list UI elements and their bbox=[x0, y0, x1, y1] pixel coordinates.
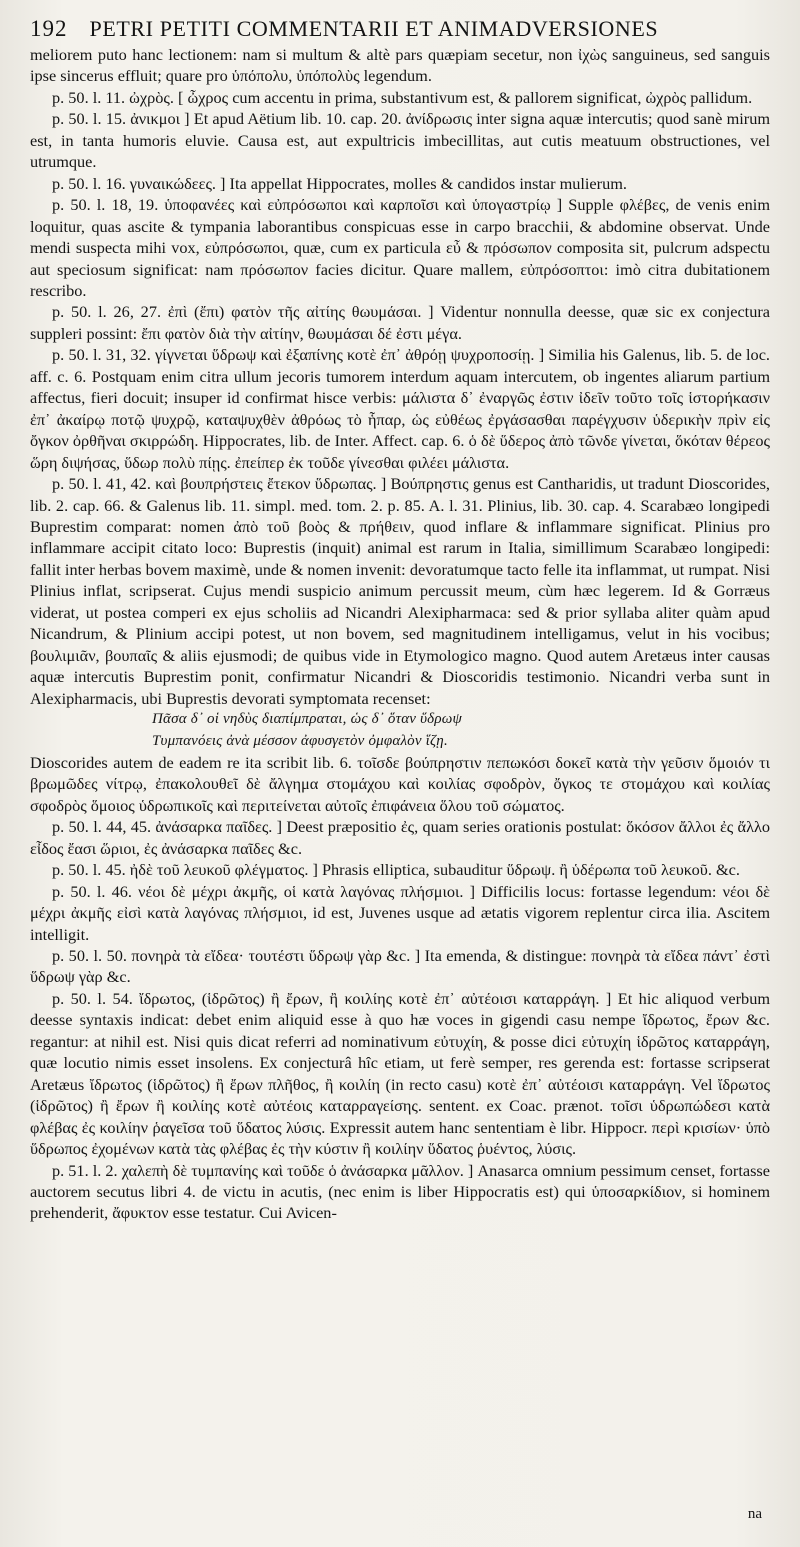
paragraph: p. 50. l. 15. ἀνικμοι ] Et apud Aëtium lib. 10. cap. 20. ἀνίδρωσις inter signa aquæ intercutis; quod sanè mirum est, in tanta humoris eluvie. Causa est, aut expultricis imbecillitas, aut cutis meatuum obstructiones, vel utrumque. bbox=[30, 109, 770, 172]
paragraph: p. 50. l. 31, 32. γίγνεται ὕδρωψ καὶ ἐξαπίνης κοτὲ ἐπ᾽ ἀθρόῃ ψυχροποσίῃ. ] Similia his Galenus, lib. 5. de loc. aff. c. 6. Postquam enim citra ullum jecoris tumorem interdum aquam intercutem, ob ingentes aliarum partium affectus, fieri docuit; insuper id confirmat hisce verbis: μάλιστα δ᾽ ἐναργῶς ἐστιν ἰδεῖν τοῦτο τοῖς ἱστορήκασιν ἐπ᾽ ἀκαίρῳ ποτῷ ψυχρῷ, καταψυχθὲν ἀθρόως τὸ ἧπαρ, ὡς εὐθέως ἐργάσασθαι παρέγχυσιν ὑδερικὴν πρὶν εἰς ὄγκον ὀρθῆναι σκιρρώδη. Hippocrates, lib. de Inter. Affect. cap. 6. ὁ δὲ ὕδερος ἀπὸ τῶνδε γίνεται, ὅκόταν θέρεος ὥρη διψήσας, ὕδωρ πολὺ πίῃς. ἐπείπερ ἐκ τοῦδε γίνεσθαι φιλέει μάλιστα. bbox=[30, 345, 770, 472]
page-number: 192 bbox=[30, 16, 68, 41]
paragraph: p. 50. l. 50. πονηρὰ τὰ εἴδεα· τουτέστι ὕδρωψ γὰρ &c. ] Ita emenda, & distingue: πονηρὰ τὰ εἴδεα πάντ᾽ ἐστὶ ὕδρωψ γὰρ &c. bbox=[30, 946, 770, 987]
catchword: na bbox=[747, 1506, 762, 1522]
paragraph: p. 50. l. 44, 45. ἀνάσαρκα παῖδες. ] Deest præpositio ἐς, quam series orationis postulat: ὅκόσον ἄλλοι ἐς ἄλλο εἶδος ἔασι ὥριοι, ἐς ἀνάσαρκα παῖδες &c. bbox=[30, 817, 770, 858]
paragraph: p. 51. l. 2. χαλεπὴ δὲ τυμπανίης καὶ τοῦδε ὁ ἀνάσαρκα μᾶλλον. ] Anasarca omnium pessimum censet, fortasse auctorem secutus libri 4. de victu in acutis, (nec enim is liber Hippocratis est) qui ὑποσαρκίδιον, si hominem prehenderit, ἄφυκτον esse testatur. Cui Avicen- bbox=[30, 1160, 770, 1223]
commentary-body bbox=[30, 44, 770, 1224]
paragraph: Dioscorides autem de eadem re ita scribit lib. 6. τοῖσδε βούπρηστιν πεπωκόσι δοκεῖ κατὰ τὴν γεῦσιν ὅμοιόν τι βρωμῶδες νίτρῳ, ἐπακολουθεῖ δὲ ἄλγημα στομάχου καὶ κοιλίας σφοδρὸν, ὄγκος τε στομάχου καὶ κοιλίας σφοδρὸς ὅμοιος ὑδρωπικοῖς καὶ περιτείνεται αὐτοῖς ἐπιφάνεια ὅλου τοῦ σώματος. bbox=[30, 752, 770, 815]
paragraph: meliorem puto hanc lectionem: nam si multum & altè pars quæpiam secetur, non ἰχὼς sanguineus, sed sanguis ipse sincerus effluit; quare pro ὑπόπολυ, ὑπόπολὺς legendum. bbox=[30, 45, 770, 86]
verse-line: Τυμπανόεις ἀνὰ μέσσον ἀφυσγετὸν ὀμφαλὸν ἵζῃ. bbox=[152, 732, 448, 749]
paragraph: p. 50. l. 18, 19. ὑποφανέες καὶ εὐπρόσωποι καὶ καρποῖσι καὶ ὑπογαστρίῳ ] Supple φλέβες, de venis enim loquitur, quas ascite & tympania laborantibus conspicuas esse in carpo bracchii, & abdomine observat. Unde mendi suspecta mihi vox, εὐπρόσωποι, quæ, cum ex particula εὖ & πρόσωπον composita sit, pulcrum adspectu aut speciosum significat: nam πρόσωπον facies dicitur. Quare mallem, εὐπρόσοπτοι: imò citra dubitationem rescribo. bbox=[30, 195, 770, 300]
running-title: PETRI PETITI COMMENTARII ET ANIMADVERSIONES bbox=[89, 16, 659, 41]
paragraph: p. 50. l. 16. γυναικώδεες. ] Ita appellat Hippocrates, molles & candidos instar mulierum. bbox=[52, 173, 627, 193]
paragraph: p. 50. l. 46. νέοι δὲ μέχρι ἀκμῆς, οἱ κατὰ λαγόνας πλήσμιοι. ] Difficilis locus: fortasse legendum: νέοι δὲ μέχρι ἀκμῆς εἰσὶ κατὰ λαγόνας πλήσμιοι, id est, Juvenes usque ad ætatis vigorem replentur circa ilia. Ascitem intelligit. bbox=[30, 881, 770, 944]
paragraph: p. 50. l. 11. ὠχρὸς. [ ὦχρος cum accentu in prima, substantivum est, & pallorem significat, ὠχρὸς pallidum. bbox=[52, 87, 753, 107]
paragraph: p. 50. l. 54. ἴδρωτος, (ἱδρῶτος) ἢ ἔρων, ἢ κοιλίης κοτὲ ἐπ᾽ αὐτέοισι καταρράγη. ] Et hic aliquod verbum deesse syntaxis indicat: debet enim aliquid esse à quo hæ voces in gigendi casu nempe ἴδρωτος, ἔρων &c. regantur: at nihil est. Nisi quis dicat referri ad nominativum εὐτυχίη, & posse dici εὐτυχίη ἱδρῶτος καταρράγη, quæ locutio nimis esset insolens. Ex conjecturâ hîc etiam, ut ferè semper, res gerenda est: fortasse scripserat Aretæus ἴδρωτος (ἱδρῶτος) ἢ ἔρων πλῆθος, ἢ κοιλίη (in recto casu) κοτὲ ἐπ᾽ αὐτέοισι καταρράγη. Vel ἴδρωτος (ἱδρῶτος) ἢ ἔρων ἢ κοιλίης κοτὲ αὐτέοις καταρραγείσης. sentent. ex Coac. prænot. τοῖσι ὑδρωπώδεσι κατὰ φλέβας ἐς κοιλίην ῥαγεῖσα τοῦ ὕδατος λύσις. Expressit autem hanc sententiam è libr. Hippocr. περὶ κρισίων· ὑπὸ ὕδρωπος ἐχομένων κατὰ τὰς φλέβας ἐς τὴν κύστιν ἢ κοιλίην ὕδατος ῥυέντος, λύσις. bbox=[30, 988, 770, 1159]
page-header bbox=[30, 16, 770, 42]
paragraph: p. 50. l. 26, 27. ἐπὶ (ἔπι) φατὸν τῆς αἰτίης θωυμάσαι. ] Videntur nonnulla deesse, quæ sic ex conjectura suppleri possint: ἔπι φατὸν διὰ τὴν αἰτίην, θωυμάσαι δέ ἐστι μέγα. bbox=[30, 302, 770, 343]
paragraph: p. 50. l. 41, 42. καὶ βουπρήστεις ἔτεκον ὕδρωπας. ] Βούπρηστις genus est Cantharidis, ut tradunt Dioscorides, lib. 2. cap. 66. & Galenus lib. 11. simpl. med. tom. 2. p. 85. A. l. 31. Plinius, lib. 30. cap. 4. Scarabæo longipedi Buprestim comparat: nomen ἀπὸ τοῦ βοὸς & πρήθειν, quod inflare & inflammare significat. Plinius pro inflammare accipit citato loco: Buprestis (inquit) animal est rarum in Italia, simillimum Scarabæo longipedi: fallit inter herbas bovem maximè, unde & nomen invenit: devoratumque tacto felle ita inflammat, ut rumpat. Nisi Plinius inflat, scripserat. Cujus mendi suspicio animum percussit meum, cùm hæc legerem. Id & Gorræus viderat, ut postea comperi ex ejus scholiis ad Nicandri Alexipharmaca: sed & prior syllaba aliter quàm apud Nicandrum, & Plinium accipi potest, ut non bovem, sed magnitudinem intelligamus, velut in his vocibus; βουλιμιᾶν, βουπαῖς & aliis ejusmodi; de quibus vide in Etymologico magno. Quod autem Aretæus inter causas aquæ intercutis Buprestim ponit, confirmatur Nicandri & Dioscoridis testimonio. Nicandri verba sunt in Alexipharmacis, ubi Buprestis devorati symptomata recenset: bbox=[30, 474, 770, 708]
verse-line: Πᾶσα δ᾽ οἱ νηδὺς διαπίμπραται, ὡς δ᾽ ὅταν ὕδρωψ bbox=[152, 711, 463, 728]
paragraph: p. 50. l. 45. ἠδὲ τοῦ λευκοῦ φλέγματος. ] Phrasis elliptica, subauditur ὕδρωψ. ἢ ὑδέρωπα τοῦ λευκοῦ. &c. bbox=[52, 860, 740, 880]
